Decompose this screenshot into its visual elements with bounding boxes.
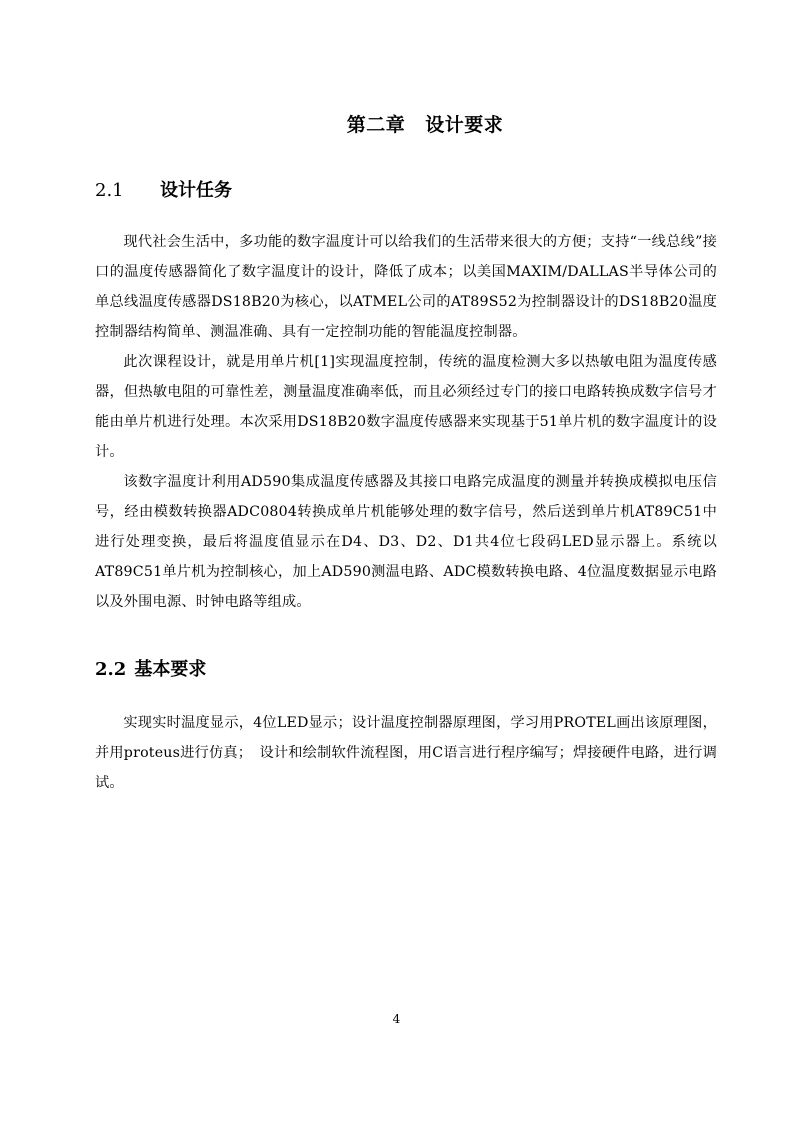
section-title: 设计任务 [160, 180, 232, 201]
chapter-name: 设计要求 [425, 114, 504, 136]
section-heading-2-1 [95, 176, 232, 202]
section-1-body [95, 227, 717, 617]
section-heading-2-2 [95, 655, 206, 681]
section-number: 2.1 [95, 180, 124, 201]
section-number: 2.2 [95, 659, 127, 680]
paragraph: 现代社会生活中，多功能的数字温度计可以给我们的生活带来很大的方便；支持“一线总线”接口的温度传感器简化了数字温度计的设计，降低了成本；以美国MAXIM/DALLAS半导体公司的单总线温度传感器DS18B20为核心，以ATMEL公司的AT89S52为控制器设计的DS18B20温度控制器结构简单、测温准确、具有一定控制功能的智能温度控制器。 [95, 234, 717, 340]
chapter-number: 第二章 [346, 114, 406, 136]
section-title: 基本要求 [134, 659, 207, 680]
page-number: 4 [392, 1012, 401, 1026]
paragraph: 此次课程设计，就是用单片机[1]实现温度控制，传统的温度检测大多以热敏电阻为温度传感器，但热敏电阻的可靠性差，测量温度准确率低，而且必须经过专门的接口电路转换成数字信号才能由单片机进行处理。本次采用DS18B20数字温度传感器来实现基于51单片机的数字温度计的设计。 [95, 354, 717, 460]
section-2-body [95, 708, 717, 798]
chapter-title [0, 110, 793, 137]
paragraph: 实现实时温度显示，4位LED显示；设计温度控制器原理图，学习用PROTEL画出该原理图，并用proteus进行仿真； 设计和绘制软件流程图，用C语言进行程序编写；焊接硬件电路，进行调试。 [95, 715, 717, 791]
paragraph: 该数字温度计利用AD590集成温度传感器及其接口电路完成温度的测量并转换成模拟电压信号，经由模数转换器ADC0804转换成单片机能够处理的数字信号，然后送到单片机AT89C51中进行处理变换，最后将温度值显示在D4、D3、D2、D1共4位七段码LED显示器上。系统以AT89C51单片机为控制核心，加上AD590测温电路、ADC模数转换电路、4位温度数据显示电路以及外围电源、时钟电路等组成。 [95, 474, 717, 610]
